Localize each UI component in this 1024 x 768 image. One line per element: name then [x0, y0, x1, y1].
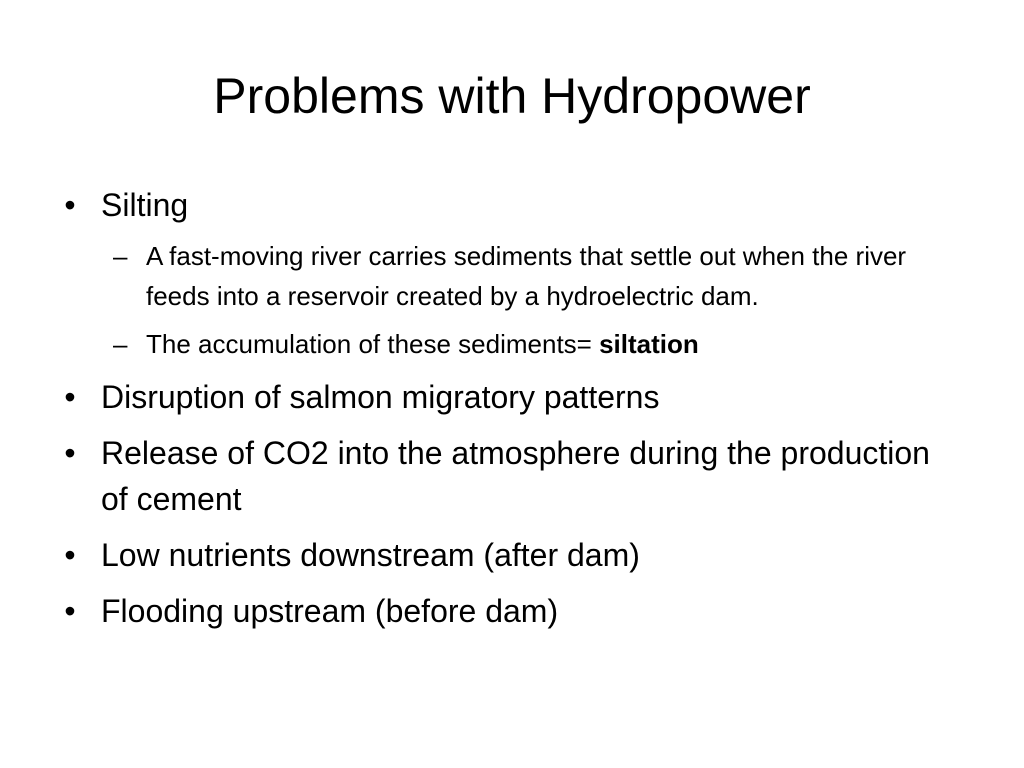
sub-bullet-emphasis: siltation	[599, 329, 699, 359]
bullet-icon: •	[64, 379, 76, 415]
bullet-text: Flooding upstream (before dam)	[101, 593, 559, 629]
dash-icon: –	[113, 241, 128, 271]
bullet-icon: •	[64, 187, 76, 223]
bullet-text: Release of CO2 into the atmosphere during the production of cement	[101, 435, 930, 517]
bullet-item	[60, 532, 960, 578]
bullet-text: Silting	[101, 187, 189, 223]
bullet-icon: •	[64, 593, 76, 629]
dash-icon: –	[113, 329, 128, 359]
bullet-text: Low nutrients downstream (after dam)	[101, 537, 640, 573]
sub-bullet-item	[101, 236, 926, 316]
bullet-icon: •	[64, 537, 76, 573]
bullet-item-silting	[60, 182, 960, 364]
sub-bullet-item	[101, 324, 926, 364]
sub-bullet-list	[101, 236, 960, 364]
bullet-icon: •	[64, 435, 76, 471]
sub-bullet-text: The accumulation of these sediments=	[146, 329, 600, 359]
bullet-item	[60, 430, 960, 522]
sub-bullet-text: A fast-moving river carries sediments that settle out when the river feeds into a reservoir created by a hydroelectric dam.	[146, 241, 907, 311]
bullet-list	[60, 182, 960, 644]
slide-title: Problems with Hydropower	[213, 68, 811, 124]
bullet-text: Disruption of salmon migratory patterns	[101, 379, 660, 415]
bullet-item	[60, 588, 960, 634]
bullet-item	[60, 374, 960, 420]
